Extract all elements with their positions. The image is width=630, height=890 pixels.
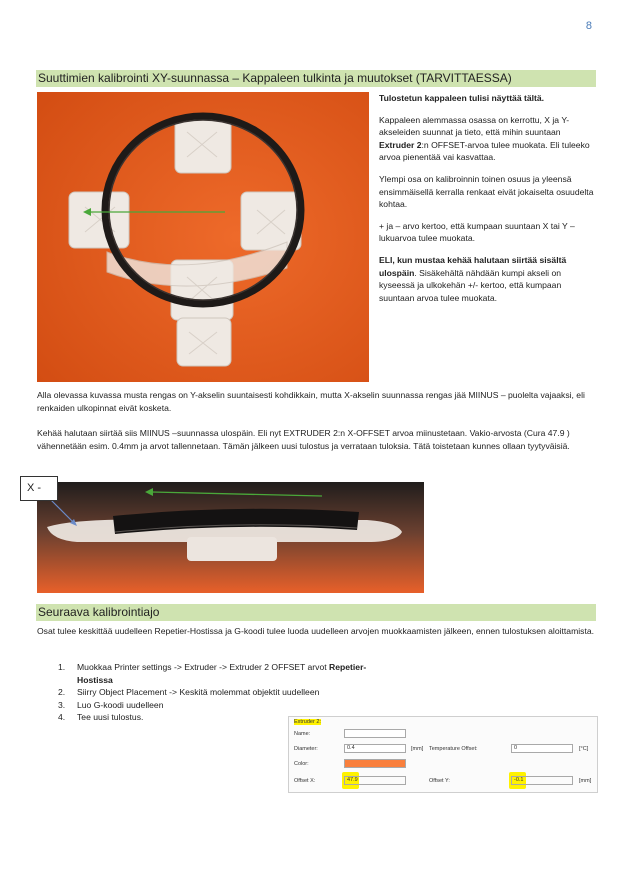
side-paragraph-4 [379,254,594,304]
step-number: 1. [58,662,66,672]
step-number: 2. [58,687,66,698]
calibration-print-illustration [37,92,369,382]
side-view-illustration [37,482,424,593]
side-lead: Tulostetun kappaleen tulisi näyttää tältä. [379,93,545,103]
side-paragraph-2: Ylempi osa on kalibroinnin toinen osuus ja yleensä ensimmäisellä kerralla renkaat eivät jokaiselta osuudelta kohtaa. [379,173,594,210]
offset-y-field[interactable]: -0.1 [511,776,573,785]
section-heading-next-run: Seuraava kalibrointiajo [36,604,596,621]
side-p4-bold: ELI, kun mustaa kehää halutaan siirtää sisältä ulospäin [379,254,567,278]
extruder-title: Extruder 2: [294,719,321,725]
extruder-settings-screenshot [288,716,598,793]
offset-x-label: Offset X: [294,778,316,784]
page-number: 8 [585,20,592,32]
side-p4-text: . Sisäkehältä nähdään kumpi akseli on kyseessä ja ulkokehän +/- kertoo, että kumpaan suuntaan arvoa tulee muokata. [379,267,562,303]
name-field[interactable] [344,729,406,738]
diameter-label: Diameter: [294,746,318,752]
list-item [58,699,388,712]
temperature-offset-label: Temperature Offset: [429,746,478,752]
diameter-unit: [mm] [411,746,424,752]
side-p1-text-a: Kappaleen alemmassa osassa on kerrottu, X ja Y-akseleiden suunnat ja tieto, että mihin suuntaan [379,114,570,138]
offset-x-field[interactable]: 47.9 [344,776,406,785]
calibration-print-photo-side [37,482,424,593]
side-p1-text-c: :n OFFSET-arvoa tulee muokata. Eli tuleeko arvoa pienentää vai kasvattaa. [379,139,590,163]
diameter-field[interactable]: 0.4 [344,744,406,753]
body-paragraph-1: Alla olevassa kuvassa musta rengas on Y-akselin suuntaisesti kohdikkain, mutta X-akselin suunnassa rengas jää MIINUS – puolelta vajaaksi, eli renkaiden ulkopinnat eivät kosketa. [37,390,585,413]
side-paragraph-3: + ja – arvo kertoo, että kumpaan suuntaan X tai Y –lukuarvoa tulee muokata. [379,220,575,244]
side-explanation [379,92,594,313]
offset-unit: [mm] [579,778,592,784]
temperature-offset-field[interactable]: 0 [511,744,573,753]
temperature-unit: [°C] [579,746,589,752]
color-label: Color: [294,761,309,767]
step-list [58,661,388,724]
step-bold: Repetier-Hostissa [77,662,367,685]
step-text: Tee uusi tulostus. [77,712,144,723]
body-paragraph-2: Kehää halutaan siirtää siis MIINUS –suunnassa ulospäin. Eli nyt EXTRUDER 2:n X-OFFSET arvoa miinustetaan. Vakio-arvosta (Cura 47.9 ) vähennetään esim. 0.4mm ja arvot tallennetaan. Tämän jälkeen uusi tulostus ja verrataan tuloksia. Tätä toistetaan kunnes ollaan tyytyväisiä. [37,428,570,451]
side-paragraph-1 [379,114,594,164]
step-text: Siirry Object Placement -> Keskitä molemmat objektit uudelleen [77,687,320,698]
step-number: 4. [58,712,66,723]
calibration-print-photo-top [37,92,369,382]
name-label: Name: [294,731,311,737]
section-heading-calibration: Suuttimien kalibrointi XY-suunnassa – Kappaleen tulkinta ja muutokset (TARVITTAESSA) [36,70,596,87]
step-text: Muokkaa Printer settings -> Extruder -> Extruder 2 OFFSET arvot [77,662,330,672]
x-minus-label: X - [20,476,58,501]
body-paragraph-3: Osat tulee keskittää uudelleen Repetier-Hostissa ja G-koodi tulee luoda uudelleen arvojen muokkaamisten jälkeen, ennen tulostuksen aloittamista. [37,626,595,636]
offset-y-label: Offset Y: [429,778,450,784]
list-item [58,686,388,699]
side-p1-bold: Extruder 2 [379,139,422,150]
step-number: 3. [58,699,66,710]
step-text: Luo G-koodi uudelleen [77,699,164,710]
list-item [58,661,388,686]
color-swatch[interactable] [344,759,406,768]
